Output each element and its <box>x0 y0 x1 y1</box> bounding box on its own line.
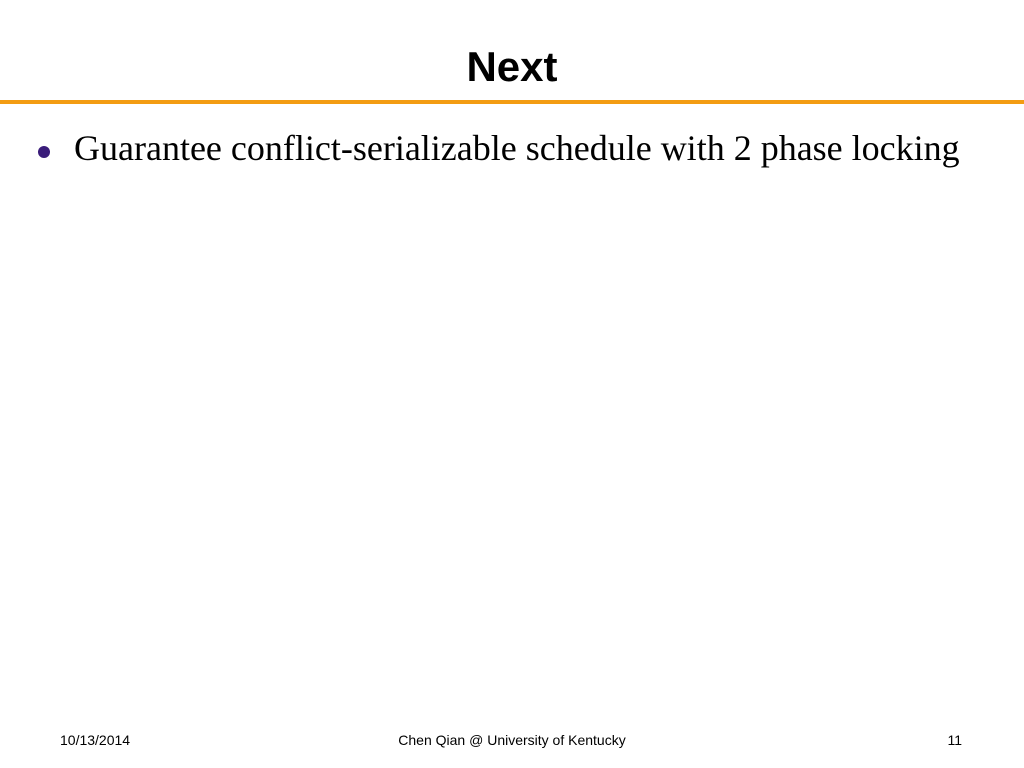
bullet-text: Guarantee conflict-serializable schedule with 2 phase locking <box>74 128 960 168</box>
bullet-list <box>0 126 1024 170</box>
bullet-icon <box>38 146 50 158</box>
title-divider <box>0 100 1024 104</box>
footer-date: 10/13/2014 <box>60 732 131 748</box>
page-number: 11 <box>947 732 962 748</box>
footer-author: Chen Qian @ University of Kentucky <box>398 732 626 748</box>
bullet-item <box>0 126 1024 170</box>
slide-title: Next <box>466 43 558 90</box>
